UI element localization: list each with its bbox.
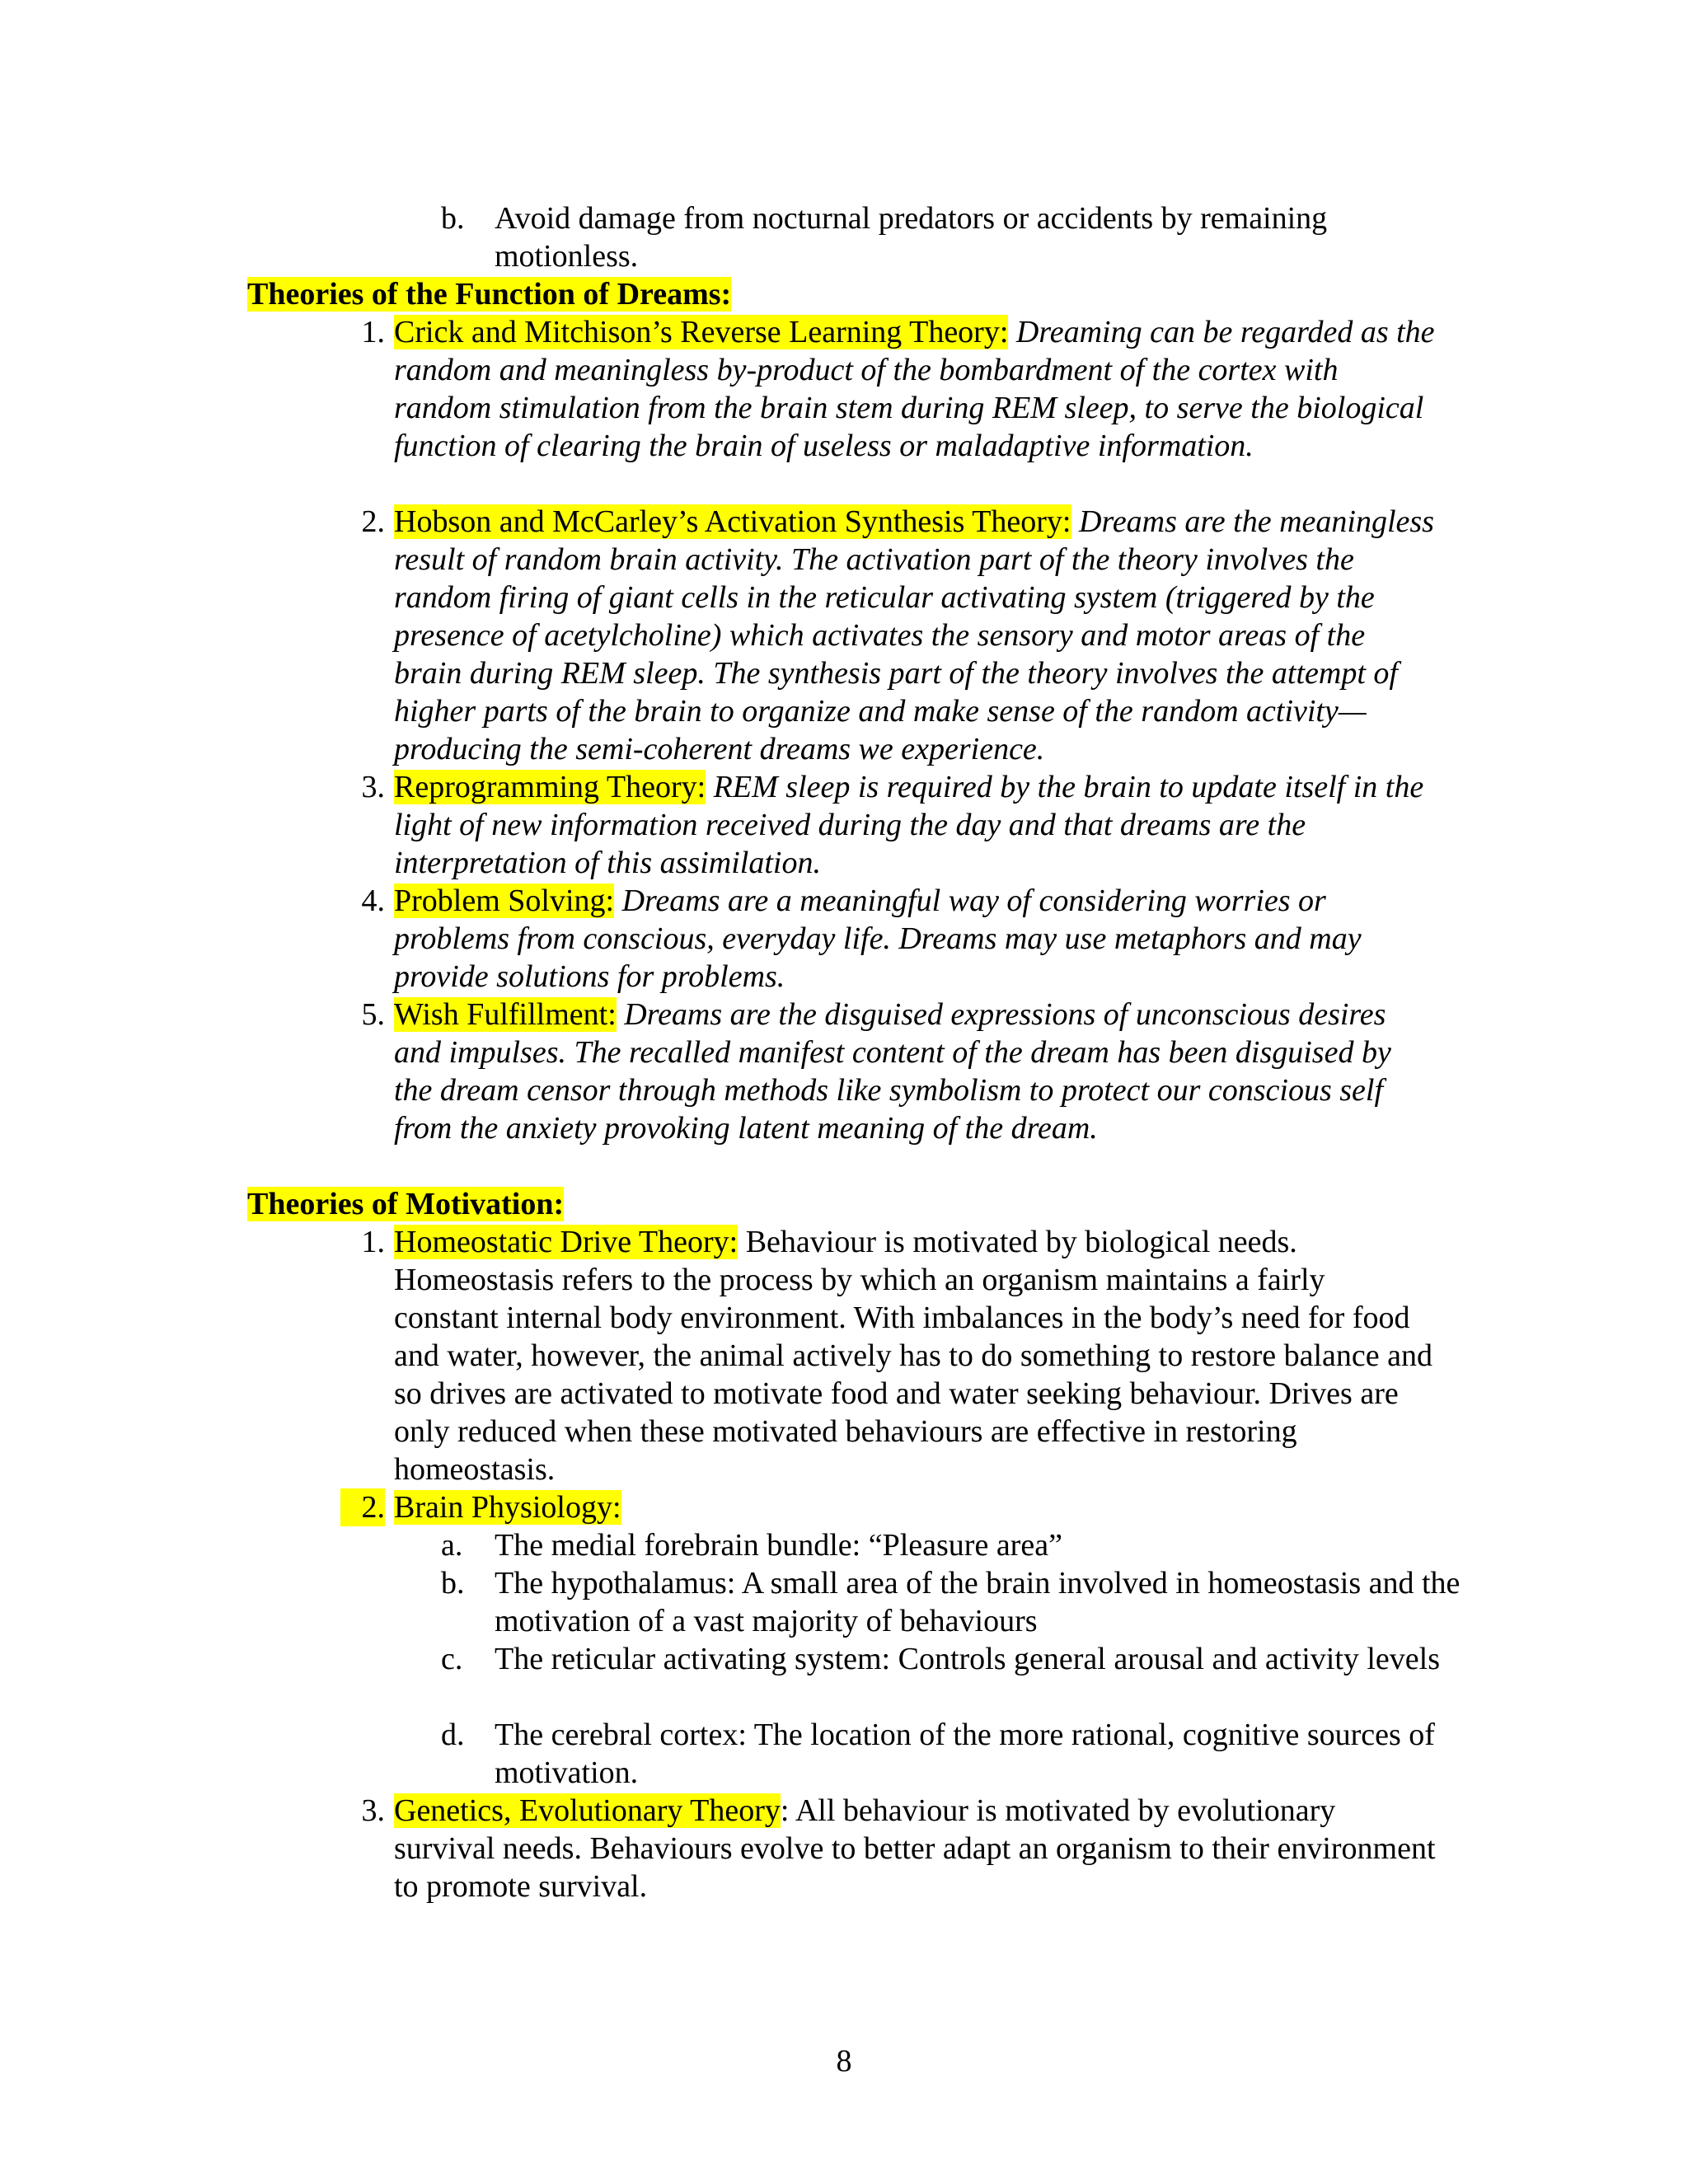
item-number: 2. — [340, 1488, 385, 1526]
item-text: Dreaming can be regarded as the random and meaningless by-product of the bombardment of the cortex with random stimulation from the brain stem during REM sleep, to serve the biological function of clearing the brain of useless or maladaptive information. — [394, 315, 1435, 463]
brain-subitem-b — [441, 1564, 1471, 1640]
brain-subitem-a — [441, 1526, 1471, 1564]
item-number: 5. — [361, 997, 385, 1032]
motivation-heading-text: Theories of Motivation: — [247, 1187, 565, 1221]
subitem-text: The cerebral cortex: The location of the more rational, cognitive sources of motivation. — [495, 1718, 1435, 1790]
item-number: 1. — [361, 315, 385, 349]
motivation-item-1 — [340, 1223, 1437, 1488]
subitem-letter: a. — [441, 1528, 463, 1563]
item-number: 2. — [361, 504, 385, 539]
intro-subitem-b — [441, 199, 1471, 275]
dreams-heading — [247, 275, 731, 313]
dreams-item-3 — [340, 768, 1437, 882]
dreams-heading-text: Theories of the Function of Dreams: — [247, 277, 732, 312]
item-label: Genetics, Evolutionary Theory — [394, 1793, 781, 1828]
item-number: 3. — [361, 770, 385, 804]
dreams-item-2 — [340, 503, 1437, 768]
item-label: Crick and Mitchison’s Reverse Learning Theory: — [394, 315, 1009, 349]
item-text: : All behaviour is motivated by evolutionary survival needs. Behaviours evolve to better adapt an organism to their environment to promote survival. — [394, 1793, 1436, 1904]
item-number: 3. — [361, 1793, 385, 1828]
subitem-letter: b. — [441, 1566, 465, 1601]
item-label: Homeostatic Drive Theory: — [394, 1225, 738, 1259]
item-text: Dreams are the disguised expressions of unconscious desires and impulses. The recalled manifest content of the dream has been disguised by the dream censor through methods like symbolism to protect our conscious self from the anxiety provoking latent meaning of the dream. — [394, 997, 1391, 1146]
item-label: Brain Physiology: — [394, 1490, 621, 1525]
subitem-text: The reticular activating system: Controls general arousal and activity levels — [495, 1642, 1441, 1676]
item-text: Dreams are the meaningless result of random brain activity. The activation part of the theory involves the random firing of giant cells in the reticular activating system (triggered by the presence of acetylcholine) which activates the sensory and motor areas of the brain during REM sleep. The synthesis part of the theory involves the attempt of higher parts of the brain to organize and make sense of the random activity—producing the semi-coherent dreams we experience. — [394, 504, 1434, 766]
motivation-heading — [247, 1185, 564, 1223]
item-label: Wish Fulfillment: — [394, 997, 617, 1032]
item-text: Dreams are a meaningful way of considering worries or problems from conscious, everyday life. Dreams may use metaphors and may provide solutions for problems. — [394, 883, 1362, 994]
item-number: 4. — [361, 883, 385, 918]
subitem-letter: b. — [441, 201, 465, 236]
page-number: 8 — [836, 2044, 852, 2079]
dreams-item-5 — [340, 996, 1437, 1147]
brain-subitem-d — [441, 1716, 1471, 1792]
subitem-letter: c. — [441, 1642, 463, 1676]
subitem-text: The hypothalamus: A small area of the brain involved in homeostasis and the motivation of a vast majority of behaviours — [495, 1566, 1461, 1638]
motivation-item-3 — [340, 1792, 1437, 1905]
item-text: REM sleep is required by the brain to update itself in the light of new information received during the day and that dreams are the interpretation of this assimilation. — [394, 770, 1424, 880]
item-label: Hobson and McCarley’s Activation Synthesis Theory: — [394, 504, 1071, 539]
item-label: Reprogramming Theory: — [394, 770, 706, 804]
dreams-item-1 — [340, 313, 1437, 465]
subitem-text: The medial forebrain bundle: “Pleasure area” — [495, 1528, 1062, 1563]
item-label: Problem Solving: — [394, 883, 615, 918]
item-number: 1. — [361, 1225, 385, 1259]
subitem-letter: d. — [441, 1718, 465, 1752]
item-text: Behaviour is motivated by biological needs. Homeostasis refers to the process by which an organism maintains a fairly constant internal body environment. With imbalances in the body’s need for food and water, however, the animal actively has to do something to restore balance and so drives are activated to motivate food and water seeking behaviour. Drives are only reduced when these motivated behaviours are effective in restoring homeostasis. — [394, 1225, 1433, 1487]
subitem-text: Avoid damage from nocturnal predators or accidents by remaining motionless. — [495, 201, 1328, 274]
motivation-item-2 — [340, 1488, 1437, 1526]
dreams-item-4 — [340, 882, 1437, 996]
brain-subitem-c — [441, 1640, 1471, 1678]
